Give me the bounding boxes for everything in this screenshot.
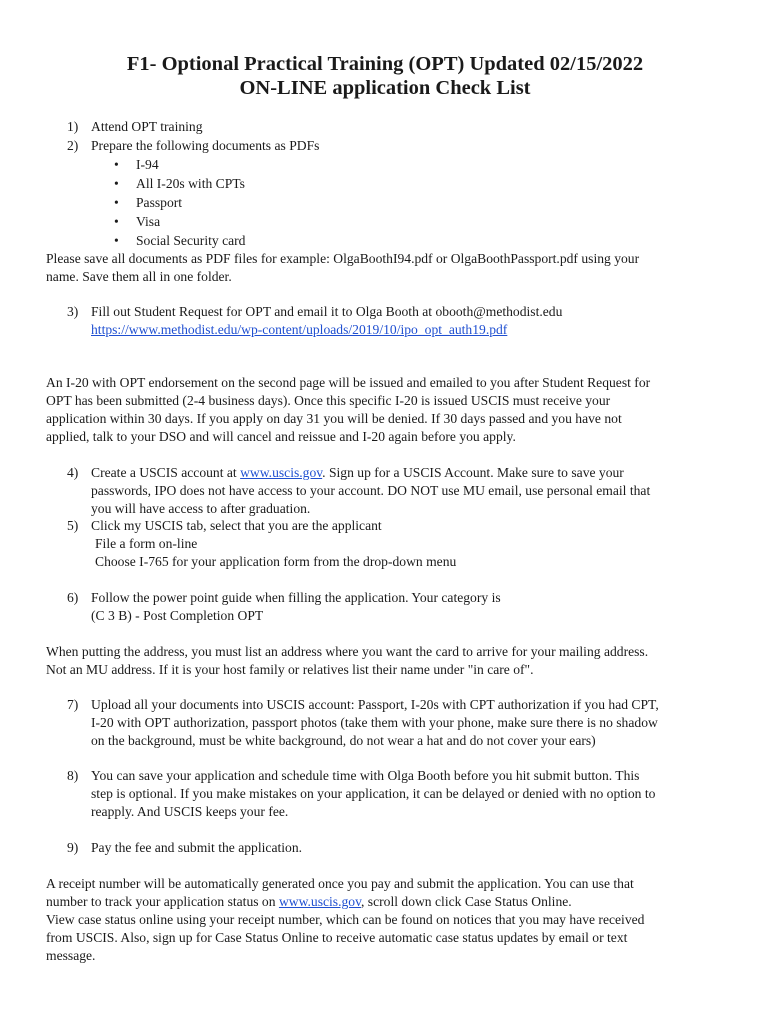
address-note-line: Not an MU address. If it is your host family or relatives list their name under "in care of". — [46, 662, 534, 677]
step-7-line: on the background, must be white background, do not wear a hat and do not cover your ears) — [91, 733, 596, 748]
list-item: Passport — [136, 195, 183, 210]
step-8-line: You can save your application and schedule time with Olga Booth before you hit submit button. This — [91, 768, 640, 783]
list-item: I-94 — [136, 157, 159, 172]
step-2-number: 2) — [67, 138, 79, 153]
step-3-text: Fill out Student Request for OPT and email it to Olga Booth at obooth@methodist.edu — [91, 304, 563, 319]
page-subtitle: ON-LINE application Check List — [239, 77, 531, 99]
bullet-icon: • — [114, 233, 119, 248]
step-4-line: you will have access to after graduation. — [91, 501, 311, 516]
step-4-line — [91, 464, 731, 482]
step-7-line: I-20 with OPT authorization, passport photos (take them with your phone, make sure there is no shadow — [91, 715, 658, 730]
step-4-text-cont: . Sign up for a USCIS Account. Make sure to save your — [322, 465, 624, 480]
list-item: All I-20s with CPTs — [136, 176, 245, 191]
bullet-icon: • — [114, 176, 119, 191]
step-1-number: 1) — [67, 119, 79, 134]
bullet-icon: • — [114, 195, 119, 210]
step-5-line: File a form on-line — [95, 536, 198, 551]
step-5-number: 5) — [67, 518, 79, 533]
receipt-note-line: A receipt number will be automatically generated once you pay and submit the application. You can use that — [46, 876, 634, 891]
list-item: Visa — [136, 214, 161, 229]
opt-request-form-link[interactable] — [91, 321, 731, 339]
opt-request-form-link-text[interactable]: https://www.methodist.edu/wp-content/uploads/2019/10/ipo_opt_auth19.pdf — [91, 322, 508, 337]
i20-note-line: applied, talk to your DSO and will cancel and reissue and I-20 again before you apply. — [46, 429, 516, 444]
step-5-line: Click my USCIS tab, select that you are the applicant — [91, 518, 382, 533]
receipt-note-text: number to track your application status on — [46, 894, 279, 909]
save-note-line: Please save all documents as PDF files for example: OlgaBoothI94.pdf or OlgaBoothPassport.pdf using your — [46, 251, 640, 266]
bullet-icon: • — [114, 157, 119, 172]
step-1-text: Attend OPT training — [91, 119, 203, 134]
receipt-note-text-cont: , scroll down click Case Status Online. — [361, 894, 572, 909]
step-7-number: 7) — [67, 697, 79, 712]
i20-note-line: An I-20 with OPT endorsement on the second page will be issued and emailed to you after Student Request for — [46, 375, 651, 390]
list-item: Social Security card — [136, 233, 246, 248]
step-5-line: Choose I-765 for your application form from the drop-down menu — [95, 554, 457, 569]
step-8-number: 8) — [67, 768, 79, 783]
step-7-line: Upload all your documents into USCIS account: Passport, I-20s with CPT authorization if you had CPT, — [91, 697, 659, 712]
step-9-number: 9) — [67, 840, 79, 855]
step-4-line: passwords, IPO does not have access to your account. DO NOT use MU email, use personal email that — [91, 483, 651, 498]
step-6-line: (C 3 B) - Post Completion OPT — [91, 608, 264, 623]
uscis-status-link[interactable]: www.uscis.gov — [278, 894, 361, 909]
save-note-line: name. Save them all in one folder. — [46, 269, 232, 284]
step-6-number: 6) — [67, 590, 79, 605]
address-note-line: When putting the address, you must list an address where you want the card to arrive for your mailing address. — [46, 644, 649, 659]
receipt-note-line: message. — [46, 948, 96, 963]
step-8-line: reapply. And USCIS keeps your fee. — [91, 804, 289, 819]
i20-note-line: OPT has been submitted (2-4 business days). Once this specific I-20 is issued USCIS must receive your — [46, 393, 611, 408]
uscis-link[interactable]: www.uscis.gov — [240, 465, 323, 480]
step-6-line: Follow the power point guide when filling the application. Your category is — [91, 590, 501, 605]
step-4-number: 4) — [67, 465, 79, 480]
i20-note-line: application within 30 days. If you apply on day 31 you will be denied. If 30 days passed and you have not — [46, 411, 622, 426]
bullet-icon: • — [114, 214, 119, 229]
step-8-line: step is optional. If you make mistakes on your application, it can be delayed or denied with no option to — [91, 786, 656, 801]
step-4-text: Create a USCIS account at — [91, 465, 241, 480]
receipt-note-line — [46, 893, 736, 911]
page-title: F1- Optional Practical Training (OPT) Updated 02/15/2022 — [126, 53, 644, 75]
step-9-text: Pay the fee and submit the application. — [91, 840, 303, 855]
receipt-note-line: from USCIS. Also, sign up for Case Status Online to receive automatic case status updates by email or text — [46, 930, 628, 945]
step-2-text: Prepare the following documents as PDFs — [91, 138, 320, 153]
receipt-note-line: View case status online using your receipt number, which can be found on notices that you may have received — [46, 912, 645, 927]
step-3-number: 3) — [67, 304, 79, 319]
